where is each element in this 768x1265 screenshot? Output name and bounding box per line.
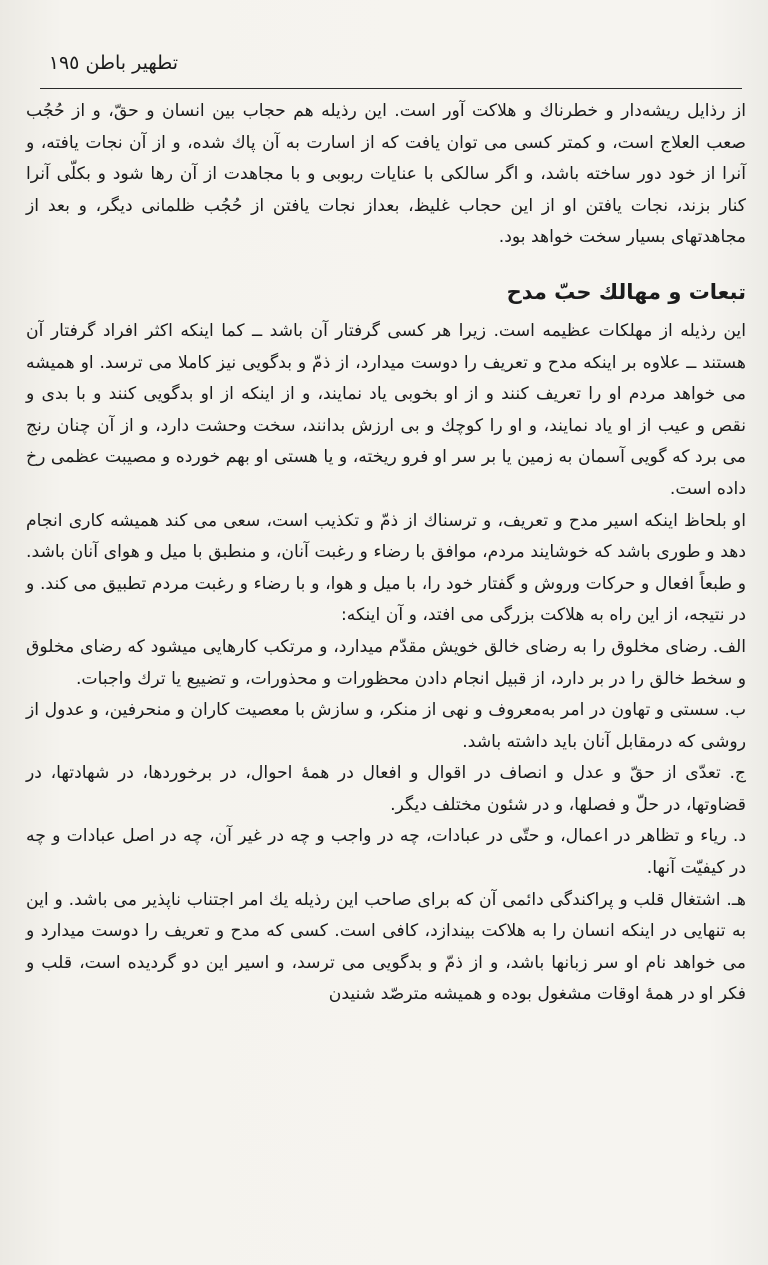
- page-number: ١٩٥: [48, 52, 80, 74]
- body-paragraph: این رذیله از مهلکات عظیمه است. زیرا هر کسی گرفتار آن باشد ــ کما اینکه اکثر افراد گرفتار آن هستند ــ علاوه بر اینکه مدح و تعریف را دوست میدارد، از ذمّ و بدگویی نیز کاملا می ترسد. او همیشه می خواهد مردم او را تعریف کنند و از او بخوبی یاد نمایند، و از اینکه از او بدگویی کنند و با بدی و نقص و عیب از او یاد نمایند، و او را کوچك و بی ارزش بدانند، سخت وحشت دارد، و از آن چنان رنج می برد که گویی آسمان به زمین یا بر سر او فرو ریخته، و یا هستی او بهم خورده و مصیبت عظمی رخ داده است.: [26, 320, 746, 499]
- list-item-he: هـ. اشتغال قلب و پراکندگی دائمی آن که برای صاحب این رذیله یك امر اجتناب ناپذیر می باشد. و این به تنهایی در اینکه انسان را به هلاکت بیندازد، کافی است. کسی که مدح و تعریف را دوست میدارد و می خواهد نام او سر زبانها باشد، و از ذمّ و بدگویی می ترسد، و اسیر این دو گردیده است، قلب و فکر او در همهٔ اوقات مشغول بوده و همیشه مترصّد شنیدن: [26, 889, 746, 1005]
- list-item-be: ب. سستی و تهاون در امر به‌معروف و نهی از منکر، و سازش با معصیت کاران و منحرفین، و عدول از روشی که درمقابل آنان باید داشته باشد.: [26, 700, 746, 752]
- intro-paragraph: از رذایل ریشه‌دار و خطرناك و هلاکت آور است. این رذیله هم حجاب بین انسان و حقّ، و از حُجُب صعب العلاج است، و کمتر کسی می توان یافت که از اسارت به آن پاك شده، و از آن نجات یافته، و آنرا از خود دور ساخته باشد، و اگر سالکی با عنایات ربوبی و با مجاهدت از آن رها شود و بکلّی آنرا کنار بزند، نجات یافتن او از این حجاب غلیظ، بعداز نجات یافتن از حُجُب ظلمانی دیگر، و بعد از مجاهدتهای بسیار سخت خواهد بود.: [26, 101, 746, 248]
- list-item-alef: الف. رضای مخلوق را به رضای خالق خویش مقدّم میدارد، و مرتکب کارهایی میشود که رضای مخلوق و سخط خالق را در بر دارد، از قبیل انجام دادن محظورات و محذورات، و تضییع یا ترك واجبات.: [26, 636, 746, 689]
- running-header: [28, 52, 178, 74]
- list-item-dal: د. ریاء و تظاهر در اعمال، و حتّی در عبادات، چه در واجب و چه در غیر آن، چه در اصل عبادات و چه در کیفیّت آنها.: [26, 826, 746, 879]
- page-body: [26, 96, 746, 1011]
- header-rule: [40, 88, 742, 89]
- body-paragraph: او بلحاظ اینکه اسیر مدح و تعریف، و ترسناك از ذمّ و تکذیب است، سعی می کند همیشه کاری انجام دهد و طوری باشد که خوشایند مردم، موافق با رضاء و رغبت آنان، و منطبق با میل و هوای آنان باشد. و طبعاً افعال و حرکات وروش و گفتار خود را، با میل و هوا، و با رضاء و رغبت مردم تطبیق می کند. و در نتیجه، از این راه به هلاکت بزرگی می افتد، و آن اینکه:: [26, 510, 746, 626]
- section-heading: تبعات و مهالك حبّ مدح: [506, 279, 746, 304]
- list-item-jim: ج. تعدّی از حقّ و عدل و انصاف در اقوال و افعال در همهٔ احوال، در برخوردها، در شهادتها، در قضاوتها، در حلّ و فصلها، و در شئون مختلف دیگر.: [26, 763, 746, 815]
- header-title: تطهیر باطن: [85, 52, 178, 74]
